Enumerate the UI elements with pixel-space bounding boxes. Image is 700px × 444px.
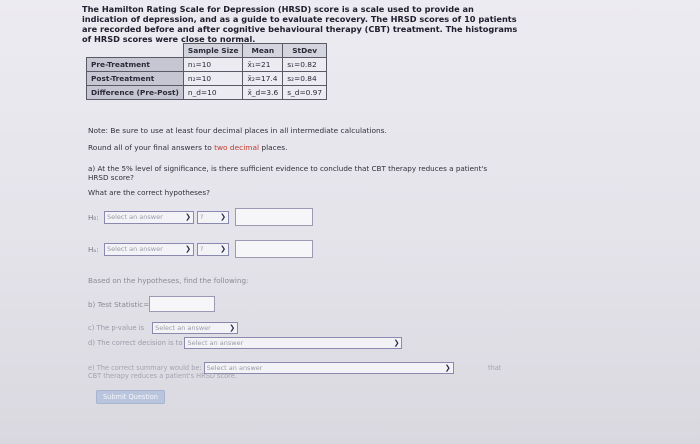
problem-intro: The Hamilton Rating Scale for Depression (HRSD) score is a scale used to provide an indication of depression, and as a guide to evaluate recovery. The HRSD scores of 10 patients are recorded before and after cognitive behavioural therapy (CBT) treatment. The histograms of HRSD scores were close to normal. — [82, 4, 518, 44]
row-label: Pre-Treatment — [87, 58, 184, 72]
table-header: Sample Size — [183, 44, 243, 58]
chevron-down-icon: ❯ — [229, 324, 236, 332]
ha-value-input[interactable] — [235, 240, 313, 258]
h0-operator-select-value: ? — [200, 213, 204, 221]
submit-question-button[interactable]: Submit Question — [96, 390, 165, 404]
h0-value-input[interactable] — [235, 208, 313, 226]
chevron-down-icon: ❯ — [185, 213, 191, 221]
note-text: Note: Be sure to use at least four decimal places in all intermediate calculations. — [88, 126, 387, 135]
h0-operator-select[interactable] — [197, 211, 229, 224]
h0-label: H₀: — [88, 212, 99, 222]
cell-mean: x̄₁=21 — [243, 58, 283, 72]
table-header — [87, 44, 184, 58]
summary-select[interactable] — [204, 362, 454, 374]
decision-select-value: Select an answer — [187, 339, 244, 347]
decision-row — [88, 337, 402, 349]
summary-label: e) The correct summary would be: — [88, 364, 202, 372]
summary-stats-table — [86, 43, 327, 100]
chevron-down-icon: ❯ — [220, 245, 226, 253]
row-label: Post-Treatment — [87, 72, 184, 86]
table-row — [87, 58, 327, 72]
table-row — [87, 86, 327, 100]
decision-label: d) The correct decision is to — [88, 339, 183, 347]
h0-parameter-select-value: Select an answer — [107, 213, 163, 221]
summary-select-value: Select an answer — [206, 364, 263, 372]
test-statistic-input[interactable] — [149, 296, 215, 312]
ha-label: Hₐ: — [88, 244, 99, 254]
chevron-down-icon: ❯ — [393, 339, 400, 347]
summary-that-text: that — [488, 364, 502, 372]
rounding-emphasis: two decimal — [214, 143, 260, 152]
cell-sd: s_d=0.97 — [283, 86, 327, 100]
table-row — [87, 72, 327, 86]
summary-line-2: CBT therapy reduces a patient's HRSD score. — [88, 372, 237, 380]
cell-n: n₂=10 — [183, 72, 243, 86]
ha-operator-select-value: ? — [200, 245, 204, 253]
test-statistic-row — [88, 296, 215, 312]
decision-select[interactable] — [184, 337, 402, 349]
cell-mean: x̄_d=3.6 — [243, 86, 283, 100]
rounding-prefix: Round all of your final answers to — [88, 143, 215, 152]
table-header-row — [87, 44, 327, 58]
row-label: Difference (Pre-Post) — [87, 86, 184, 100]
chevron-down-icon: ❯ — [220, 213, 226, 221]
table-header: StDev — [283, 44, 327, 58]
rounding-instruction — [88, 143, 287, 152]
cell-sd: s₂=0.84 — [283, 72, 327, 86]
ha-operator-select[interactable] — [197, 243, 229, 256]
pvalue-select[interactable] — [152, 322, 238, 334]
ha-parameter-select[interactable] — [104, 243, 194, 256]
chevron-down-icon: ❯ — [185, 245, 191, 253]
cell-n: n₁=10 — [183, 58, 243, 72]
hypotheses-question: What are the correct hypotheses? — [88, 188, 210, 197]
table-header: Mean — [243, 44, 283, 58]
rounding-suffix: places. — [259, 143, 288, 152]
ha-parameter-select-value: Select an answer — [107, 245, 163, 253]
cell-n: n_d=10 — [183, 86, 243, 100]
h0-row — [88, 208, 313, 226]
pvalue-label: c) The p-value is — [88, 324, 145, 332]
test-statistic-label: b) Test Statistic= — [88, 299, 150, 309]
chevron-down-icon: ❯ — [444, 364, 451, 372]
ha-row — [88, 240, 313, 258]
based-on-hypotheses: Based on the hypotheses, find the following: — [88, 276, 249, 285]
pvalue-row — [88, 322, 238, 334]
cell-sd: s₁=0.82 — [283, 58, 327, 72]
cell-mean: x̄₂=17.4 — [243, 72, 283, 86]
pvalue-select-value: Select an answer — [155, 324, 211, 332]
question-a: a) At the 5% level of significance, is there sufficient evidence to conclude that CBT therapy reduces a patient's HRSD score? — [88, 164, 488, 182]
h0-parameter-select[interactable] — [104, 211, 194, 224]
